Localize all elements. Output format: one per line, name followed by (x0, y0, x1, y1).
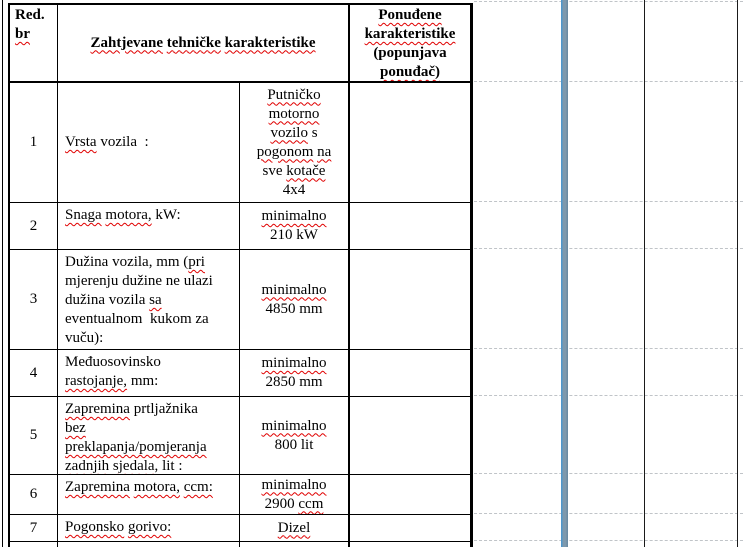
text-line (65, 438, 236, 457)
misspelled-word: preklapanja/pomjeranja (65, 439, 207, 455)
ghost-row-gridline (474, 201, 743, 202)
ghost-row-gridline (474, 1, 743, 2)
misspelled-word: motorno (268, 105, 320, 122)
ghost-row-gridline (474, 395, 743, 396)
requirement-label-cell (58, 350, 240, 396)
requirement-label-cell (58, 83, 240, 202)
misspelled-word: minimalno (261, 355, 327, 371)
text-line (265, 373, 322, 392)
text-line (262, 354, 327, 373)
text-line (262, 417, 327, 436)
header-cell-row-number (10, 5, 58, 81)
text-line (257, 143, 332, 162)
row-number-cell (10, 83, 58, 202)
requirement-label-cell (58, 515, 240, 541)
misspelled-word: Zapremina (65, 479, 130, 495)
requirement-label-cell (58, 203, 240, 249)
text-segment: sve (262, 162, 287, 179)
text-segment: dužina vozila (65, 292, 150, 308)
table-body (10, 83, 470, 547)
misspelled-word: pri (188, 254, 205, 270)
text-segment: 2900 (264, 495, 299, 512)
text-line (65, 253, 236, 272)
ghost-row-gridline (474, 81, 743, 82)
text-line (270, 226, 318, 245)
text-segment: eventualnom kukom za (65, 311, 209, 327)
required-value-cell (240, 350, 350, 396)
ghost-row-gridline (474, 513, 743, 514)
header-cell-required-characteristics (58, 5, 350, 81)
text-segment: 210 kW (270, 227, 318, 243)
text-segment: s (307, 124, 318, 141)
misspelled-word: minimalno (261, 208, 327, 224)
text-line (65, 206, 236, 225)
requirement-label-cell (58, 475, 240, 514)
text-line (373, 44, 446, 63)
text-line (270, 124, 317, 143)
text-segment: vozila : (96, 134, 149, 150)
text-line (262, 207, 327, 226)
table-row (10, 203, 470, 250)
text-segment: 2850 mm (265, 374, 323, 390)
required-value-cell (240, 203, 350, 249)
text-line (65, 133, 236, 152)
misspelled-word: Snaga (65, 207, 102, 223)
table-row (10, 350, 470, 397)
misspelled-word: br (15, 26, 30, 42)
row-number-cell (10, 515, 58, 541)
text-segment: lit : (158, 458, 183, 474)
misspelled-word: tehničke (166, 34, 221, 51)
text-line (269, 105, 320, 124)
ghost-column-border-1 (644, 0, 645, 547)
text-line (65, 400, 236, 419)
row-number: 4 (29, 364, 38, 381)
misspelled-word: minimalno (261, 281, 327, 298)
header-cell-offered-characteristics (350, 5, 470, 81)
row-number: 5 (29, 427, 38, 443)
misspelled-word: pogonom (256, 143, 314, 160)
text-segment: prtljažnika (129, 401, 198, 417)
row-number-cell (10, 397, 58, 474)
misspelled-word: motora, (105, 207, 152, 223)
table-row (10, 475, 470, 515)
misspelled-word: zadnjih (65, 458, 110, 474)
misspelled-word: karakteristike (364, 26, 456, 42)
offered-value-cell[interactable] (350, 203, 470, 249)
misspelled-word: Pogonsko (65, 519, 125, 535)
row-number-cell (10, 350, 58, 396)
misspelled-word: Dizel (277, 519, 311, 536)
text-line (278, 519, 310, 538)
row-number-cell (10, 542, 58, 547)
row-number: 7 (29, 519, 38, 536)
text-line (65, 478, 236, 497)
requirement-label-cell (58, 250, 240, 349)
misspelled-word: ccm: (183, 479, 213, 495)
ghost-row-gridline (474, 473, 743, 474)
misspelled-word: rastojanje, (65, 373, 128, 389)
text-line (65, 372, 236, 391)
text-line (267, 86, 320, 105)
table-row (10, 397, 470, 475)
required-value-cell (240, 542, 350, 547)
required-value-cell (240, 250, 350, 349)
misspelled-word: gorivo: (127, 519, 172, 535)
offered-value-cell[interactable] (350, 515, 470, 541)
offered-value-cell[interactable] (350, 397, 470, 474)
row-number-cell (10, 250, 58, 349)
misspelled-word: bez (65, 420, 86, 436)
text-line (265, 300, 322, 319)
header-title (91, 34, 316, 53)
text-line (65, 291, 236, 310)
required-value-cell (240, 475, 350, 514)
text-line (65, 518, 236, 537)
required-value-cell (240, 83, 350, 202)
text-line (65, 457, 236, 474)
table-header-row (10, 5, 470, 83)
offered-value-cell[interactable] (350, 475, 470, 514)
text-segment: mm: (127, 373, 159, 389)
ghost-grid (474, 0, 743, 547)
misspelled-word: Zahtjevane (90, 34, 163, 51)
ghost-column-border-2 (737, 0, 738, 547)
misspelled-word: ponuđač) (379, 64, 441, 80)
offered-value-cell[interactable] (350, 542, 470, 547)
misspelled-word: karakteristike (224, 34, 316, 51)
text-line (380, 63, 440, 81)
table-row (10, 542, 470, 547)
requirement-label-cell (58, 542, 240, 547)
table-row (10, 250, 470, 350)
misspelled-word: Zapremina (65, 401, 130, 417)
misspelled-word: Vrsta (65, 134, 97, 150)
text-segment: kW: (151, 207, 181, 223)
misspelled-word: ccm (298, 495, 324, 512)
misspelled-word: minimalno (261, 476, 327, 493)
text-segment: mjerenju dužine ne ulazi (65, 273, 213, 289)
offered-value-cell[interactable] (350, 83, 470, 202)
left-table-edge-line (2, 0, 3, 547)
misspelled-word: motora, (133, 479, 180, 495)
offered-value-cell[interactable] (350, 350, 470, 396)
text-segment: Međuosovinsko (65, 354, 161, 370)
text-line (65, 353, 236, 372)
misspelled-word: sa (149, 292, 162, 308)
text-segment: 4x4 (282, 181, 306, 198)
text-segment: vuču): (65, 330, 104, 346)
text-line (365, 25, 456, 44)
row-number: 1 (29, 134, 38, 150)
ghost-row-gridline (474, 540, 743, 541)
page-break-bar[interactable] (561, 0, 568, 547)
text-line (65, 329, 236, 348)
text-line (65, 310, 236, 329)
table-row (10, 83, 470, 203)
row-number: 6 (29, 486, 38, 502)
row-number: 2 (29, 217, 38, 234)
requirement-label-cell (58, 397, 240, 474)
text-line (263, 162, 326, 181)
text-line (262, 281, 327, 300)
misspelled-word: na (317, 143, 332, 160)
specs-table (8, 3, 473, 547)
text-line (275, 436, 314, 455)
misspelled-word: minimalno (261, 417, 327, 434)
text-line (265, 495, 324, 514)
misspelled-word: Putničko (267, 86, 321, 103)
row-number-cell (10, 475, 58, 514)
misspelled-word: kotače (286, 162, 326, 179)
text-line (65, 419, 236, 438)
required-value-cell (240, 397, 350, 474)
text-segment: 800 lit (274, 436, 314, 453)
text-line (65, 272, 236, 291)
text-line (262, 476, 327, 495)
row-number-cell (10, 203, 58, 249)
text-segment: (popunjava (373, 45, 447, 61)
ghost-row-gridline (474, 248, 743, 249)
required-value-cell (240, 515, 350, 541)
misspelled-word: vozilo (270, 124, 308, 141)
offered-value-cell[interactable] (350, 250, 470, 349)
misspelled-word: sjedala, (112, 458, 159, 474)
text-line (15, 25, 30, 44)
row-number: 3 (29, 291, 38, 307)
ghost-row-gridline (474, 348, 743, 349)
text-segment: 4850 mm (265, 300, 323, 317)
text-line (378, 6, 441, 25)
text-line (283, 181, 306, 200)
table-row (10, 515, 470, 542)
misspelled-word: Ponuđene (378, 7, 442, 23)
text-line (15, 6, 45, 25)
text-segment: Red. (15, 7, 45, 23)
text-segment: Dužina vozila, mm ( (65, 254, 189, 270)
